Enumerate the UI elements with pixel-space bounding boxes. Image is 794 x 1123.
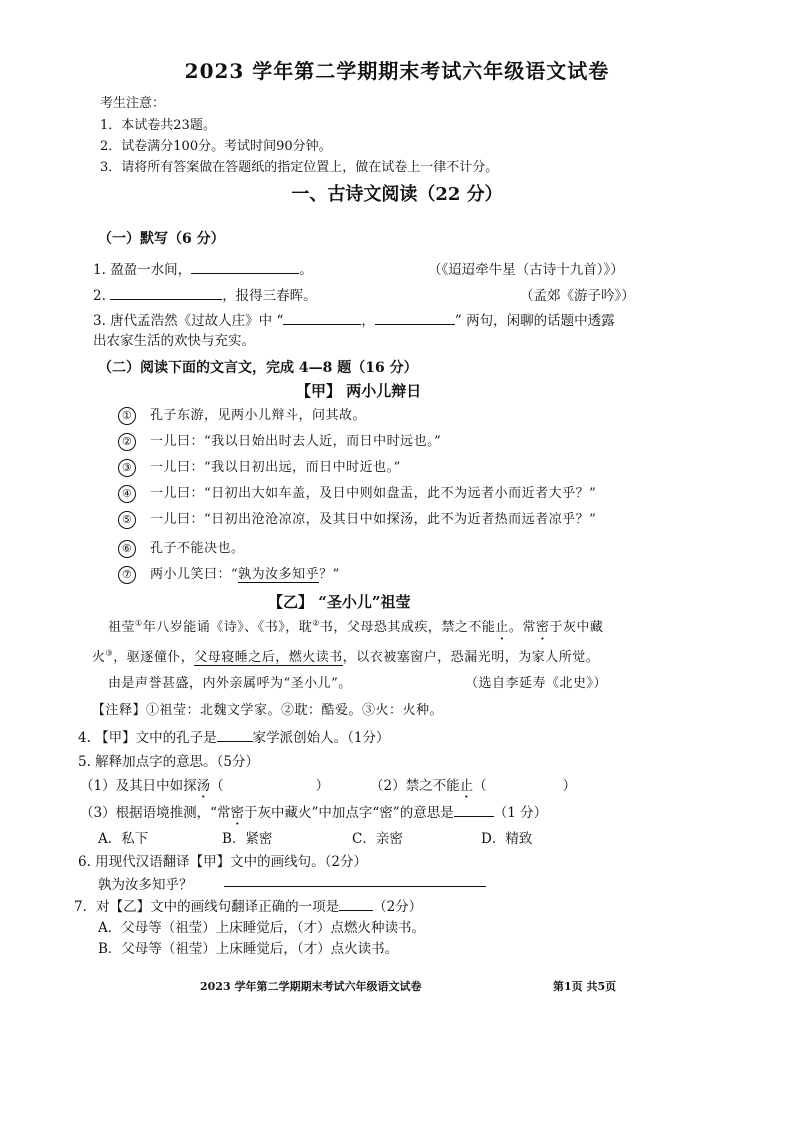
question-6: 6. 用现代汉语翻译【甲】文中的画线句。（2分）: [78, 854, 368, 870]
yi-text: 。常: [508, 620, 536, 635]
q2-text: ，报得三春晖。: [222, 288, 317, 304]
notice-item-1: 1．本试卷共23题。: [100, 118, 216, 133]
q1-end: 。: [299, 262, 313, 278]
jia-line-4-number: ④: [118, 485, 136, 503]
q5-item-2-text: （2）禁之不能: [370, 778, 460, 794]
yi-underlined-sentence: 父母寝睡之后，燃火读书: [194, 650, 343, 665]
yi-annotation: 【注释】①祖莹：北魏文学家。②耽：酷爱。③火：火种。: [92, 703, 444, 718]
dotted-char-zhi-2: 止: [459, 778, 474, 794]
q5-item-3: [80, 801, 547, 821]
note-ref-3: ③: [105, 648, 114, 658]
yi-source: （选自李延寿《北史》）: [465, 676, 608, 691]
jia-line-4-text: 一儿曰：“日初出大如车盖，及日中则如盘盂，此不为远者小而近者大乎？”: [150, 486, 597, 501]
q5-option-b[interactable]: B．紧密: [222, 831, 273, 847]
q5-option-c[interactable]: C．亲密: [352, 831, 403, 847]
q7-score: （2分）: [373, 899, 423, 915]
yi-paragraph-line-1: [108, 616, 603, 635]
jia-line-6-text: 孔子不能决也。: [150, 541, 245, 556]
q3-blank-2[interactable]: [375, 310, 455, 325]
q5-option-a[interactable]: A．私下: [98, 831, 149, 847]
notice-item-3: 3．请将所有答案做在答题纸的指定位置上，做在试卷上一律不计分。: [100, 160, 499, 175]
q5-item-1-paren-close: ）: [315, 778, 330, 794]
jia-underlined-sentence: 孰为汝多知乎: [238, 567, 320, 582]
notice-heading: 考生注意：: [100, 96, 166, 111]
dotted-char-tang: 汤: [196, 778, 211, 794]
jia-line-5-number: ⑤: [118, 511, 136, 529]
q5-item-3-text-b: 于灰中藏火”中加点字“密”的意思是: [244, 805, 454, 821]
yi-text: 年八岁能诵《诗》、《书》，耽: [142, 620, 313, 635]
notice-item-2: 2．试卷满分100分。考试时间90分钟。: [100, 139, 332, 154]
q1-source: （《迢迢牵牛星（古诗十九首）》）: [428, 262, 624, 278]
question-4: [78, 726, 390, 746]
yi-text: ，以衣被塞窗户，恐漏光明，为家人所觉。: [342, 650, 600, 665]
q3-text-b: ，: [361, 313, 375, 329]
question-5-title: 5. 解释加点字的意思。（5分）: [78, 754, 260, 770]
dotted-char-mi-2: 密: [230, 805, 244, 821]
yi-paragraph-line-3: 由是声誉甚盛，内外亲属呼为“圣小儿”。: [108, 676, 352, 691]
jia-line-3-number: ③: [118, 459, 136, 477]
dotted-char-zhi: 止: [495, 620, 509, 635]
question-1: [93, 258, 313, 278]
q5-item-2-paren-open: （: [473, 778, 487, 794]
yi-text: ，驱逐僮仆，: [113, 650, 195, 665]
q5-item-2: [370, 774, 576, 794]
passage-yi-title: 【乙】 “圣小儿”祖莹: [268, 593, 411, 611]
q1-text: 盈盈一水间，: [110, 262, 192, 278]
q5-item-1-text: （1）及其日中如探: [80, 778, 197, 794]
jia-line-7-text-b: ？”: [319, 567, 340, 582]
jia-line-2-number: ②: [118, 433, 136, 451]
q5-item-2-paren-close: ）: [562, 778, 577, 794]
section-title: 一、古诗文阅读（22 分）: [291, 184, 503, 205]
jia-line-1-text: 孔子东游，见两小儿辩斗，问其故。: [150, 408, 367, 423]
q5-item-3-text: （3）根据语境推测，“常: [80, 805, 231, 821]
jia-line-7-text-a: 两小儿笑曰：“: [150, 567, 239, 582]
q3-text-c: ” 两句，闲聊的话题中透露: [454, 313, 615, 329]
q7-option-a[interactable]: A．父母等（祖莹）上床睡觉后，（才）点燃火种读书。: [98, 920, 425, 936]
q7-text: 7．对【乙】文中的画线句翻译正确的一项是: [74, 899, 340, 915]
jia-line-6: [118, 537, 245, 558]
jia-line-4: [118, 482, 596, 503]
q3-text-a: 3. 唐代孟浩然《过故人庄》中 “: [93, 313, 284, 329]
jia-line-7-number: ⑦: [118, 566, 136, 584]
footer-title: 2023 学年第二学期期末考试六年级语文试卷: [200, 980, 422, 993]
q3-blank-1[interactable]: [283, 310, 361, 325]
jia-line-1: [118, 404, 366, 425]
note-ref-1: ①: [135, 618, 143, 628]
yi-text: 祖莹: [108, 620, 136, 635]
jia-line-3: [118, 456, 401, 477]
q1-number: 1.: [93, 262, 106, 278]
yi-text: 于灰中藏: [549, 620, 604, 635]
jia-line-5-text: 一儿曰：“日初出沧沧凉凉，及其日中如探汤，此不为近者热而远者凉乎？”: [150, 512, 597, 527]
q4-text-a: 4. 【甲】文中的孔子是: [78, 730, 217, 746]
jia-line-6-number: ⑥: [118, 540, 136, 558]
q2-number: 2.: [93, 288, 106, 304]
jia-line-3-text: 一儿曰：“我以日初出远，而日中时近也。”: [150, 460, 401, 475]
q2-answer-blank[interactable]: [110, 285, 222, 300]
passage-jia-title: 【甲】 两小儿辩日: [296, 382, 422, 400]
yi-text: 火: [92, 650, 106, 665]
yi-paragraph-line-2: [92, 646, 599, 665]
q2-source: （孟郊《游子吟》）: [520, 288, 635, 304]
footer-page-number: 第1页 共5页: [553, 980, 617, 993]
question-2: [93, 284, 317, 304]
part2-title: （二）阅读下面的文言文，完成 4—8 题（16 分）: [98, 360, 418, 376]
q4-answer-blank[interactable]: [217, 727, 253, 742]
q3-line-2: 出农家生活的欢快与充实。: [93, 333, 255, 349]
part1-title: （一）默写（6 分）: [98, 231, 225, 247]
page-title: 2023 学年第二学期期末考试六年级语文试卷: [184, 59, 610, 83]
q5-item-3-blank[interactable]: [454, 802, 494, 817]
jia-line-2-text: 一儿曰：“我以日始出时去人近，而日中时远也。”: [150, 434, 442, 449]
q6-answer-line[interactable]: [224, 886, 486, 887]
note-ref-2: ②: [312, 618, 320, 628]
q7-option-b[interactable]: B．父母等（祖莹）上床睡觉后，（才）点火读书。: [98, 941, 399, 957]
dotted-char-mi: 密: [535, 620, 550, 635]
jia-line-1-number: ①: [118, 407, 136, 425]
q6-sentence: 孰为汝多知乎？: [98, 877, 193, 893]
jia-line-7: [118, 563, 340, 584]
q5-item-1: [80, 774, 329, 794]
q7-answer-blank[interactable]: [339, 896, 373, 911]
jia-line-2: [118, 430, 441, 451]
q4-text-b: 家学派创始人。（1分）: [252, 730, 390, 746]
jia-line-5: [118, 508, 596, 529]
q5-option-d[interactable]: D．精致: [481, 831, 533, 847]
q1-answer-blank[interactable]: [191, 259, 299, 274]
question-3: [93, 309, 615, 329]
q5-item-1-paren-open: （: [210, 778, 224, 794]
q5-item-3-score: （1 分）: [493, 805, 548, 821]
yi-text: 书，父母恐其成疾，禁之不能: [319, 620, 496, 635]
question-7: [74, 895, 422, 915]
